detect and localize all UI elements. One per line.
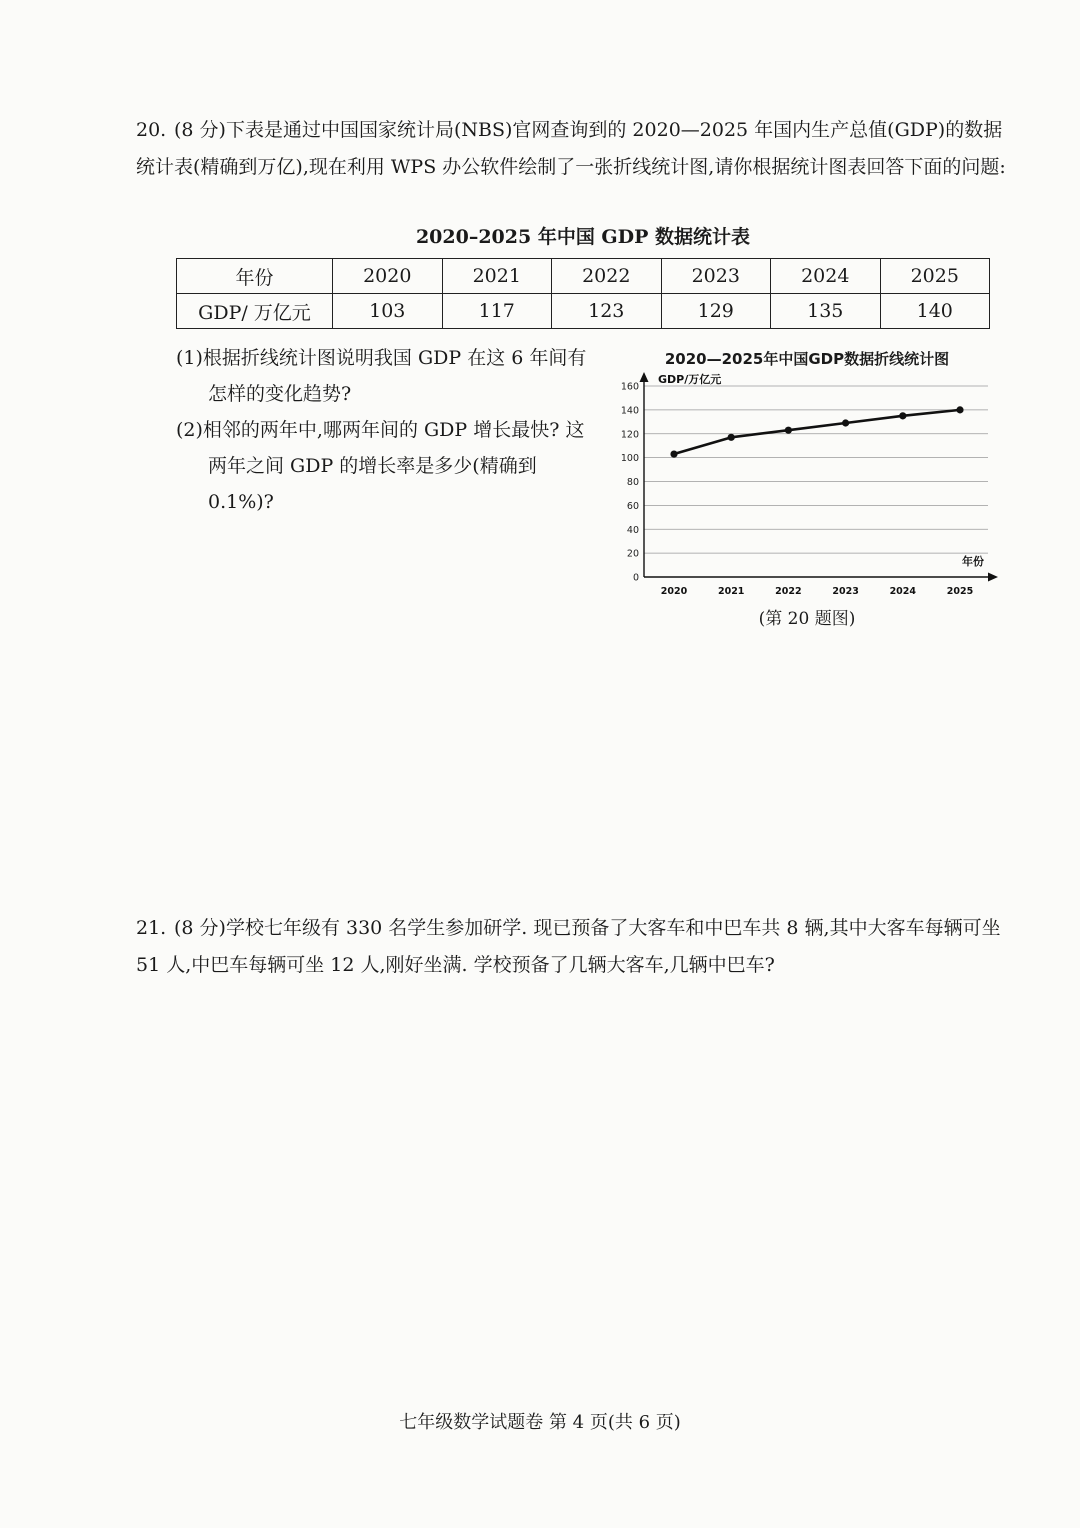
y-axis-arrow xyxy=(640,372,649,382)
x-tick-label: 2021 xyxy=(717,586,745,597)
question-21 xyxy=(136,910,1006,984)
table-row xyxy=(177,259,990,294)
table-title: 2020–2025 年中国 GDP 数据统计表 xyxy=(415,226,751,248)
question-20-body: (8 分)下表是通过中国国家统计局(NBS)官网查询到的 2020—2025 年国内生产总值(GDP)的数据统计表(精确到万亿),现在利用 WPS 办公软件绘制了一张折线统计图,请你根据统计图表回答下面的问题: xyxy=(136,119,1006,178)
question-21-text xyxy=(136,910,1006,984)
table-cell: 2022 xyxy=(552,259,662,294)
y-tick-label: 80 xyxy=(626,477,639,488)
gdp-line-chart xyxy=(612,340,1002,630)
gdp-table xyxy=(176,258,990,329)
data-point xyxy=(670,450,677,457)
table-cell: 2020 xyxy=(333,259,443,294)
y-tick-label: 20 xyxy=(626,548,639,560)
table-cell: 103 xyxy=(333,294,443,329)
x-tick-label: 2022 xyxy=(775,586,802,597)
data-point xyxy=(956,406,963,413)
x-axis-label: 年份 xyxy=(962,555,984,568)
x-tick-label: 2024 xyxy=(889,586,917,597)
chart-title: 2020—2025年中国GDP数据折线统计图 xyxy=(664,350,950,368)
y-tick-label: 60 xyxy=(626,500,639,512)
x-tick-label: 2025 xyxy=(946,586,974,597)
page-footer: 七年级数学试题卷 第 4 页(共 6 页) xyxy=(399,1412,681,1433)
series-line xyxy=(674,410,960,454)
table-header-cell: GDP/ 万亿元 xyxy=(177,294,333,329)
question-21-body: (8 分)学校七年级有 330 名学生参加研学. 现已预备了大客车和中巴车共 8 辆,其中大客车每辆可坐 51 人,中巴车每辆可坐 12 人,刚好坐满. 学校预备了几辆大客车,几辆中巴车? xyxy=(136,917,1001,976)
y-tick-label: 0 xyxy=(632,572,639,584)
sub-questions xyxy=(176,340,596,520)
data-point xyxy=(728,434,735,441)
y-tick-label: 40 xyxy=(626,524,639,536)
table-row xyxy=(177,294,990,329)
table-cell: 2024 xyxy=(771,259,881,294)
question-20 xyxy=(136,112,1006,186)
x-tick-label: 2020 xyxy=(660,586,688,597)
data-point xyxy=(899,412,906,419)
y-tick-label: 120 xyxy=(620,429,639,441)
table-cell: 123 xyxy=(552,294,662,329)
question-20-text xyxy=(136,112,1006,186)
y-tick-label: 140 xyxy=(620,405,639,417)
y-tick-label: 160 xyxy=(620,381,639,393)
chart-svg xyxy=(612,368,1002,628)
data-point xyxy=(842,419,849,426)
table-cell: 135 xyxy=(771,294,881,329)
table-cell: 2023 xyxy=(661,259,771,294)
sub-question-1: (1)根据折线统计图说明我国 GDP 在这 6 年间有怎样的变化趋势? xyxy=(176,347,587,405)
question-number: 21. xyxy=(136,917,167,939)
sub-question-2: (2)相邻的两年中,哪两年间的 GDP 增长最快? 这两年之间 GDP 的增长率是多少(精确到 0.1%)? xyxy=(176,419,585,513)
y-axis-label: GDP/万亿元 xyxy=(658,373,722,386)
table-cell: 117 xyxy=(442,294,552,329)
figure-caption: (第 20 题图) xyxy=(758,609,856,629)
table-cell: 2025 xyxy=(880,259,990,294)
table-header-cell: 年份 xyxy=(177,259,333,294)
x-axis-arrow xyxy=(988,573,998,582)
table-cell: 140 xyxy=(880,294,990,329)
table-cell: 129 xyxy=(661,294,771,329)
y-tick-label: 100 xyxy=(620,453,639,465)
data-point xyxy=(785,427,792,434)
table-cell: 2021 xyxy=(442,259,552,294)
question-number: 20. xyxy=(136,119,167,141)
x-tick-label: 2023 xyxy=(832,586,859,597)
